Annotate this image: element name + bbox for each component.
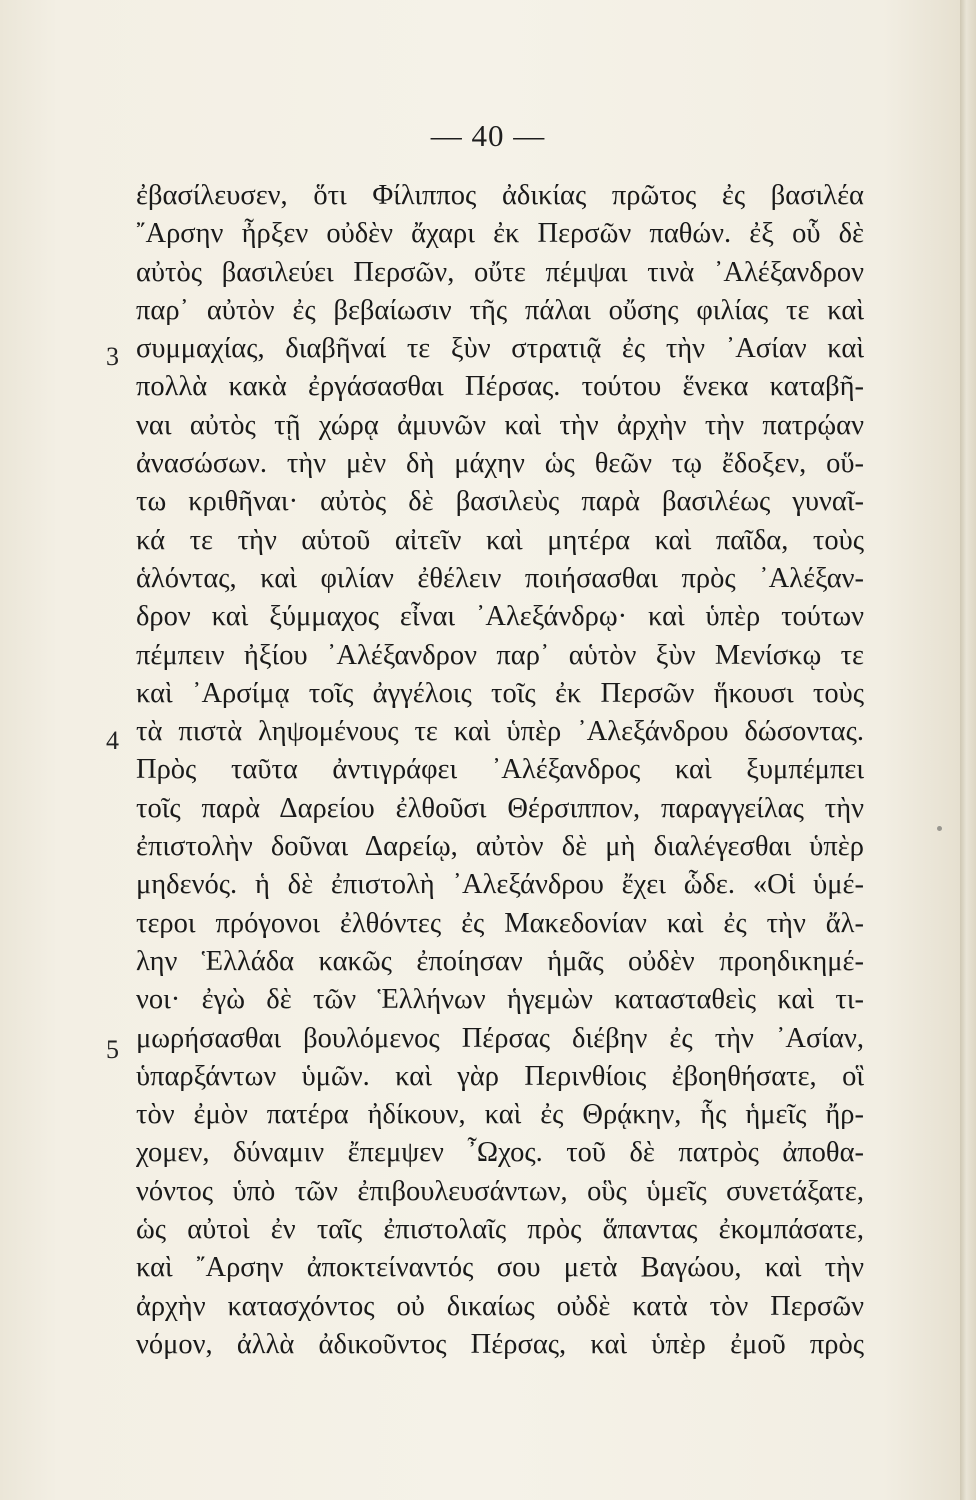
text-line: ῎Αρσην ἦρξεν οὐδὲν ἄχαρι ἐκ Περσῶν παθών. ἐξ οὗ δὲ xyxy=(136,218,864,250)
text-line: τὸν ἐμὸν πατέρα ἠδίκουν, καὶ ἐς Θρᾴκην, ἧς ἡμεῖς ἤρ- xyxy=(136,1099,864,1131)
text-line: κά τε τὴν αὑτοῦ αἰτεῖν καὶ μητέρα καὶ παῖδα, τοὺς xyxy=(136,524,864,556)
page-number: — 40 — xyxy=(430,118,546,153)
text-line: αὐτὸς βασιλεύει Περσῶν, οὔτε πέμψαι τινὰ ᾽Αλέξανδρον xyxy=(136,256,864,288)
page-edge xyxy=(960,0,976,1500)
text-line: πέμπειν ἠξίου ᾽Αλέξανδρον παρ᾽ αὑτὸν ξὺν Μενίσκῳ τε xyxy=(136,639,864,671)
text-line: νοι· ἐγὼ δὲ τῶν Ἑλλήνων ἡγεμὼν κατασταθεὶς καὶ τι- xyxy=(136,984,864,1016)
text-line: συμμαχίας, διαβῆναί τε ξὺν στρατιᾷ ἐς τὴν ᾽Ασίαν καὶ xyxy=(136,333,864,365)
text-line: ἀνασώσων. τὴν μὲν δὴ μάχην ὡς θεῶν τῳ ἔδοξεν, οὕ- xyxy=(136,448,864,480)
text-line: Πρὸς ταῦτα ἀντιγράφει ᾽Αλέξανδρος καὶ ξυμπέμπει xyxy=(136,754,864,786)
text-line: τω κριθῆναι· αὐτὸς δὲ βασιλεὺς παρὰ βασιλέως γυναῖ- xyxy=(136,486,864,518)
text-line: λην Ἑλλάδα κακῶς ἐποίησαν ἡμᾶς οὐδὲν προηδικημέ- xyxy=(136,945,864,977)
text-line: παρ᾽ αὐτὸν ἐς βεβαίωσιν τῆς πάλαι οὔσης φιλίας τε καὶ xyxy=(136,294,864,326)
text-line: πολλὰ κακὰ ἐργάσασθαι Πέρσας. τούτου ἕνεκα καταβῆ- xyxy=(136,371,864,403)
text-line: μηδενός. ἡ δὲ ἐπιστολὴ ᾽Αλεξάνδρου ἔχει ὧδε. «Οἱ ὑμέ- xyxy=(136,869,864,901)
text-line: μωρήσασθαι βουλόμενος Πέρσας διέβην ἐς τὴν ᾽Ασίαν, xyxy=(136,1022,864,1054)
text-line: νόμον, ἀλλὰ ἀδικοῦντος Πέρσας, καὶ ὑπὲρ ἐμοῦ πρὸς xyxy=(136,1328,864,1360)
text-line: τοῖς παρὰ Δαρείου ἐλθοῦσι Θέρσιππον, παραγγείλας τὴν xyxy=(136,792,864,824)
text-line: ἐβασίλευσεν, ὅτι Φίλιππος ἀδικίας πρῶτος ἐς βασιλέα xyxy=(136,180,864,211)
text-line: χομεν, δύναμιν ἔπεμψεν ῏Ωχος. τοῦ δὲ πατρὸς ἀποθα- xyxy=(136,1137,864,1169)
text-line: ἐπιστολὴν δοῦναι Δαρείῳ, αὐτὸν δὲ μὴ διαλέγεσθαι ὑπὲρ xyxy=(136,831,864,863)
text-line: καὶ ῎Αρσην ἀποκτείναντός σου μετὰ Βαγώου, καὶ τὴν xyxy=(136,1252,864,1284)
text-line: ὡς αὐτοὶ ἐν ταῖς ἐπιστολαῖς πρὸς ἅπαντας ἐκομπάσατε, xyxy=(136,1214,864,1246)
text-line: τὰ πιστὰ ληψομένους τε καὶ ὑπὲρ ᾽Αλεξάνδρου δώσοντας. xyxy=(136,716,864,748)
text-line: ναι αὐτὸς τῇ χώρᾳ ἀμυνῶν καὶ τὴν ἀρχὴν τὴν πατρῴαν xyxy=(136,409,864,441)
section-number-3: 3 xyxy=(106,342,119,371)
section-number-5: 5 xyxy=(106,1035,119,1064)
text-line: καὶ ᾽Αρσίμᾳ τοῖς ἀγγέλοις τοῖς ἐκ Περσῶν ἥκουσι τοὺς xyxy=(136,677,864,709)
text-line: νόντος ὑπὸ τῶν ἐπιβουλευσάντων, οὓς ὑμεῖς συνετάξατε, xyxy=(136,1175,864,1207)
text-line: δρον καὶ ξύμμαχος εἶναι ᾽Αλεξάνδρῳ· καὶ ὑπὲρ τούτων xyxy=(136,601,864,633)
body-text xyxy=(136,177,864,1364)
paper-speck xyxy=(937,826,942,831)
section-number-4: 4 xyxy=(106,726,119,755)
text-line: ἀρχὴν κατασχόντος οὐ δικαίως οὐδὲ κατὰ τὸν Περσῶν xyxy=(136,1290,864,1322)
text-line: ἁλόντας, καὶ φιλίαν ἐθέλειν ποιήσασθαι πρὸς ᾽Αλέξαν- xyxy=(136,562,864,594)
text-line: τεροι πρόγονοι ἐλθόντες ἐς Μακεδονίαν καὶ ἐς τὴν ἄλ- xyxy=(136,907,864,939)
text-line: ὑπαρξάντων ὑμῶν. καὶ γὰρ Περινθίοις ἐβοηθήσατε, οἳ xyxy=(136,1060,864,1092)
